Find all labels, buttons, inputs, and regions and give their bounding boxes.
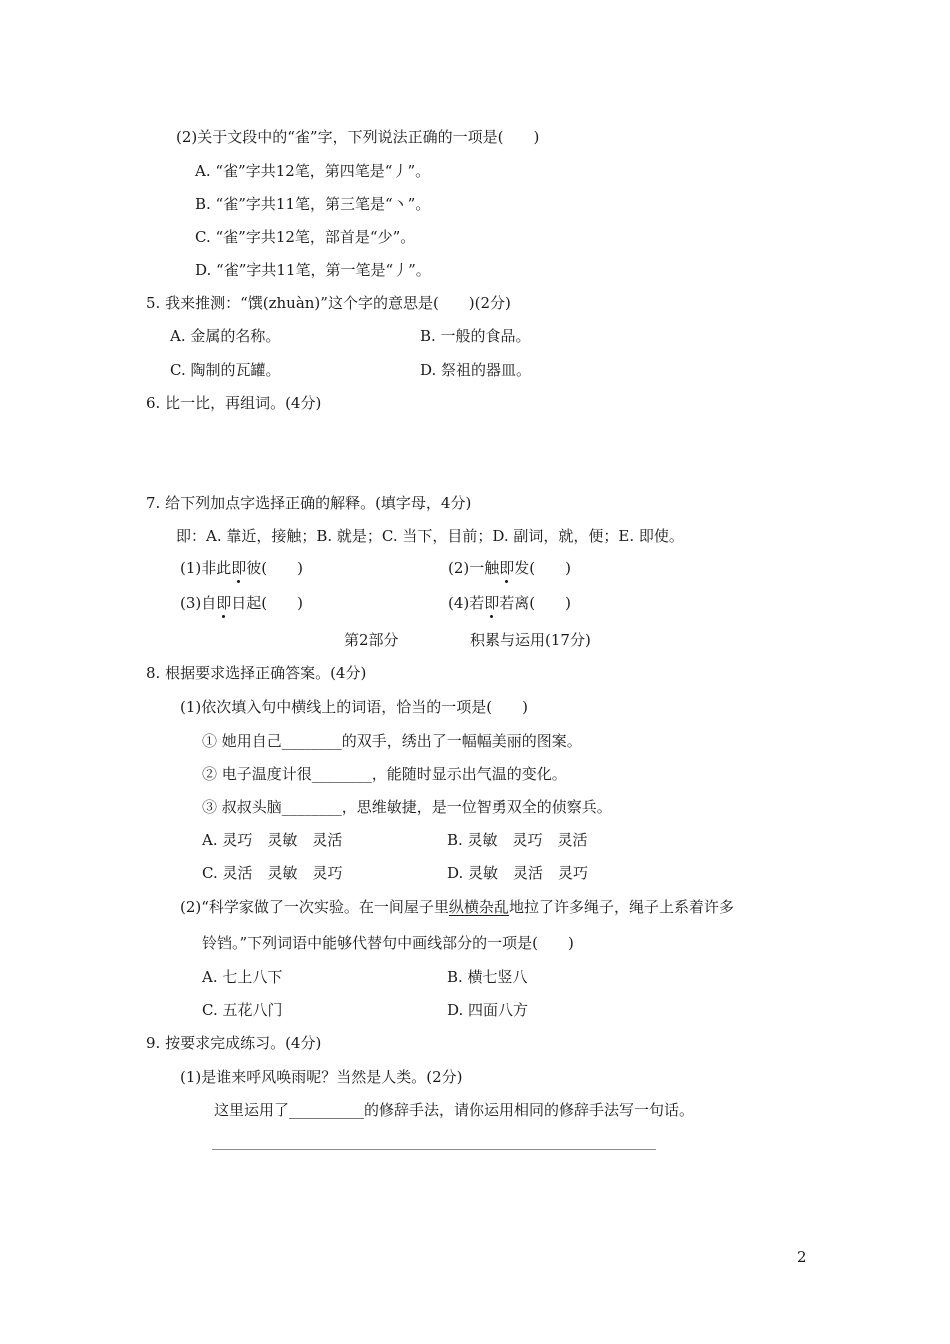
section-2-part: 第2部分 xyxy=(344,631,399,649)
q8-1-option-c: C. 灵活 灵敏 灵巧 xyxy=(202,864,343,882)
q8-1-sentence-2: ② 电子温度计很________，能随时显示出气温的变化。 xyxy=(202,765,567,783)
q7-item-1-pre: (1)非此 xyxy=(180,559,232,577)
q8-1-option-a: A. 灵巧 灵敏 灵活 xyxy=(202,831,343,849)
q8-2-underlined-phrase: 纵横杂乱 xyxy=(448,898,509,916)
q9-1-stem: (1)是谁来呼风唤雨呢？当然是人类。(2分) xyxy=(180,1068,463,1086)
q7-definitions: 即：A. 靠近，接触；B. 就是；C. 当下，目前；D. 副词，就，便；E. 即使。 xyxy=(176,527,684,545)
q8-2-stem-pre: (2)“科学家做了一次实验。在一间屋子里 xyxy=(180,898,449,916)
section-2-title: 积累与运用(17分) xyxy=(470,631,591,649)
q7-item-3 xyxy=(180,593,303,613)
q8-2-stem-continuation: 铃铛。”下列词语中能够代替句中画线部分的一项是( ) xyxy=(202,934,574,952)
q8-1-option-b: B. 灵敏 灵巧 灵活 xyxy=(447,831,588,849)
q5-option-b: B. 一般的食品。 xyxy=(420,327,531,345)
q7-item-1 xyxy=(180,558,303,578)
q8-2-stem xyxy=(180,897,734,917)
q7-item-2 xyxy=(448,558,571,578)
q5-option-d: D. 祭祖的器皿。 xyxy=(420,361,532,379)
q6-stem: 6. 比一比，再组词。(4分) xyxy=(146,394,322,412)
q4-2-option-c: C. “雀”字共12笔，部首是“少”。 xyxy=(195,228,416,246)
q7-item-4 xyxy=(448,593,571,613)
q8-2-option-d: D. 四面八方 xyxy=(447,1001,529,1019)
q9-answer-line[interactable] xyxy=(212,1149,656,1150)
q5-stem: 5. 我来推测：“馔(zhuàn)”这个字的意思是( )(2分) xyxy=(146,294,511,312)
q7-item-2-post: 发( ) xyxy=(514,559,571,577)
q7-item-2-dotted-char: 即 xyxy=(499,559,515,577)
q7-item-4-pre: (4)若 xyxy=(448,594,485,612)
q7-item-1-post: 彼( ) xyxy=(246,559,303,577)
q7-item-3-post: 日起( ) xyxy=(231,594,303,612)
q4-2-option-b: B. “雀”字共11笔，第三笔是“丶”。 xyxy=(195,195,431,213)
q9-1-instruction: 这里运用了__________的修辞手法，请你运用相同的修辞手法写一句话。 xyxy=(214,1101,695,1119)
q7-item-4-dotted-char: 即 xyxy=(484,594,500,612)
q7-item-3-pre: (3)自 xyxy=(180,594,217,612)
q8-1-option-d: D. 灵敏 灵活 灵巧 xyxy=(447,864,589,882)
q8-2-stem-post: 地拉了许多绳子，绳子上系着许多 xyxy=(508,898,734,916)
q9-stem: 9. 按要求完成练习。(4分) xyxy=(146,1034,322,1052)
q7-item-3-dotted-char: 即 xyxy=(216,594,232,612)
q7-item-1-dotted-char: 即 xyxy=(231,559,247,577)
page-number: 2 xyxy=(797,1248,807,1266)
q8-1-sentence-3: ③ 叔叔头脑________，思维敏捷，是一位智勇双全的侦察兵。 xyxy=(202,798,612,816)
q4-2-option-a: A. “雀”字共12笔，第四笔是“丿”。 xyxy=(195,162,431,180)
q7-item-2-pre: (2)一触 xyxy=(448,559,500,577)
q5-option-a: A. 金属的名称。 xyxy=(170,327,281,345)
q8-stem: 8. 根据要求选择正确答案。(4分) xyxy=(146,664,367,682)
q5-option-c: C. 陶制的瓦罐。 xyxy=(170,361,281,379)
q8-1-stem: (1)依次填入句中横线上的词语，恰当的一项是( ) xyxy=(180,698,528,716)
q4-2-option-d: D. “雀”字共11笔，第一笔是“丿”。 xyxy=(195,261,431,279)
q4-2-stem: (2)关于文段中的“雀”字，下列说法正确的一项是( ) xyxy=(176,128,540,146)
q7-item-4-post: 若离( ) xyxy=(499,594,571,612)
q8-1-sentence-1: ① 她用自己________的双手，绣出了一幅幅美丽的图案。 xyxy=(202,732,582,750)
q8-2-option-b: B. 横七竖八 xyxy=(447,968,528,986)
q8-2-option-c: C. 五花八门 xyxy=(202,1001,283,1019)
q8-2-option-a: A. 七上八下 xyxy=(202,968,283,986)
q7-stem: 7. 给下列加点字选择正确的解释。(填字母，4分) xyxy=(146,494,472,512)
